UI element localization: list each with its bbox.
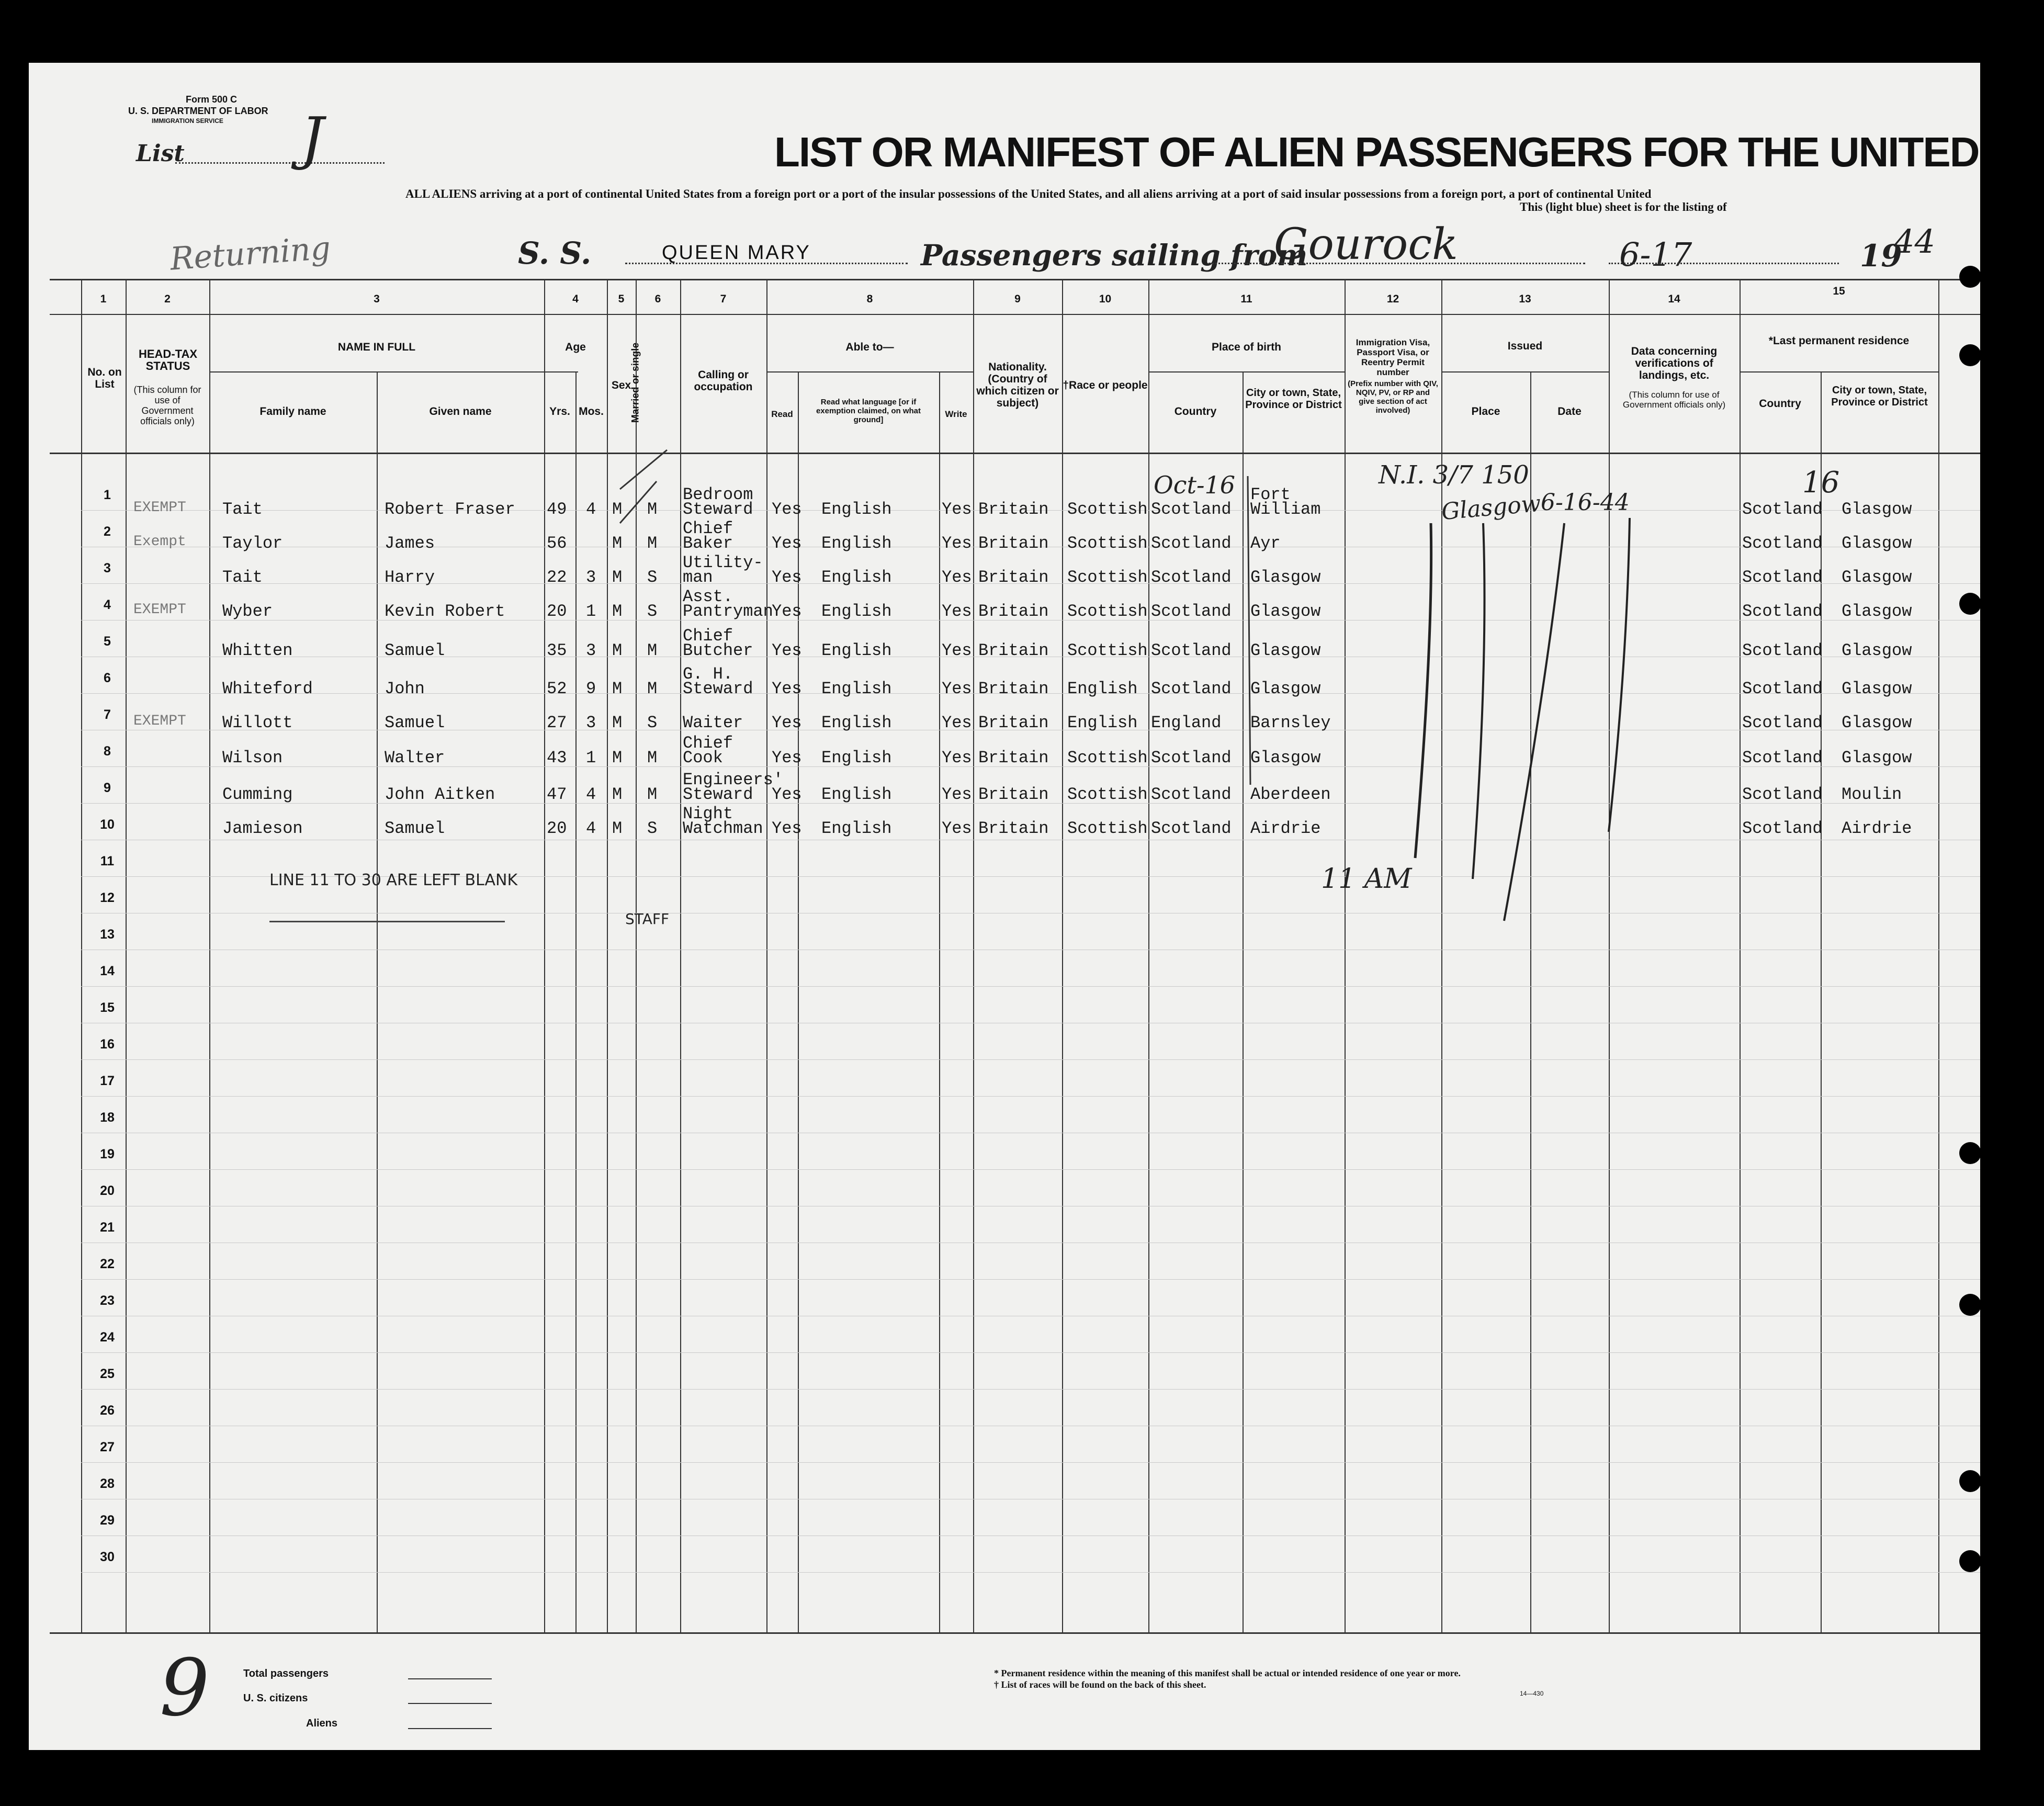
family-name: Wilson (222, 748, 283, 767)
header-able-to: Able to— (845, 341, 894, 353)
header-last-residence: *Last permanent residence (1768, 335, 1910, 347)
residence-handwritten: 16 (1802, 466, 1840, 500)
line-number: 9 (104, 781, 111, 795)
line-number: 11 (100, 854, 115, 868)
can-write: Yes (942, 819, 972, 838)
binder-hole (1959, 1142, 1981, 1164)
age-months: 1 (586, 602, 596, 621)
birth-city: Glasgow (1250, 641, 1321, 660)
col-num-4: 4 (572, 293, 579, 305)
race: Scottish (1067, 785, 1148, 804)
header-mos: Mos. (579, 405, 604, 417)
line-number: 27 (100, 1440, 115, 1454)
residence-country: Scotland (1742, 500, 1823, 519)
birth-city-line-1: Fort (1250, 485, 1291, 504)
can-write: Yes (942, 534, 972, 553)
handwriting-strokes (29, 63, 1980, 1750)
occupation-line-2: Baker (683, 534, 733, 553)
line-number: 1 (104, 488, 111, 502)
occupation-line-1: Night (683, 804, 733, 823)
col-num-13: 13 (1519, 293, 1531, 305)
line-number: 23 (100, 1293, 115, 1308)
given-name: Samuel (385, 819, 445, 838)
age-years: 52 (547, 679, 567, 698)
header-family-name: Family name (259, 405, 326, 417)
residence-city: Airdrie (1842, 819, 1912, 838)
occupation-line-2: Butcher (683, 641, 753, 660)
header-issued-date: Date (1557, 405, 1582, 417)
header-head-tax-note: (This column for use of Government officials only) (133, 385, 201, 426)
read-language: English (821, 500, 892, 519)
port-handwritten: Gourock (1274, 220, 1458, 269)
page-title: LIST OR MANIFEST OF ALIEN PASSENGERS FOR THE UNITED (774, 129, 1979, 175)
header-age: Age (565, 341, 586, 353)
line-number: 12 (100, 890, 115, 905)
age-months: 4 (586, 785, 596, 804)
age-years: 47 (547, 785, 567, 804)
line-number: 20 (100, 1183, 115, 1198)
col-num-9: 9 (1014, 293, 1021, 305)
binder-hole (1959, 344, 1981, 366)
family-name: Jamieson (222, 819, 303, 838)
total-passengers-label: Total passengers (243, 1668, 329, 1679)
header-race: †Race or people (1063, 379, 1148, 391)
header-visa: Immigration Visa, Passport Visa, or Reentry Permit number (1356, 337, 1430, 377)
given-name: John Aitken (385, 785, 495, 804)
nationality: Britain (978, 568, 1049, 587)
age-years: 49 (547, 500, 567, 519)
sex: M (612, 534, 623, 553)
pob-handwritten: Oct-16 (1154, 471, 1236, 499)
birth-city: Glasgow (1250, 679, 1321, 698)
marital-status: S (647, 602, 658, 621)
instructions-line-1: ALL ALIENS arriving at a port of continental United States from a foreign port or a port of the insular possessions of the United States, and all aliens arriving at a port of said insular possessions from a foreign port, a port of continental United (405, 187, 1652, 200)
manifest-sheet (29, 63, 1980, 1750)
can-read: Yes (772, 679, 802, 698)
binder-hole (1959, 266, 1981, 288)
marital-status: M (647, 534, 658, 553)
line-number: 13 (100, 927, 115, 942)
header-res-city: City or town, State, Province or District (1831, 385, 1928, 408)
line-number: 25 (100, 1367, 115, 1381)
age-years: 22 (547, 568, 567, 587)
family-name: Whiteford (222, 679, 313, 698)
nationality: Britain (978, 819, 1049, 838)
race: Scottish (1067, 534, 1148, 553)
nationality: Britain (978, 500, 1049, 519)
residence-country: Scotland (1742, 602, 1823, 621)
can-write: Yes (942, 602, 972, 621)
residence-country: Scotland (1742, 748, 1823, 767)
total-line (408, 1678, 492, 1679)
birth-country: Scotland (1151, 819, 1232, 838)
marital-status: M (647, 748, 658, 767)
sex: M (612, 602, 623, 621)
occupation-line-1: Bedroom (683, 485, 753, 504)
nationality: Britain (978, 641, 1049, 660)
birth-country: Scotland (1151, 534, 1232, 553)
residence-city: Glasgow (1842, 679, 1912, 698)
residence-city: Glasgow (1842, 500, 1912, 519)
occupation-line-2: Steward (683, 500, 753, 519)
family-name: Taylor (222, 534, 283, 553)
line-number: 28 (100, 1476, 115, 1491)
head-tax-status: EXEMPT (133, 500, 186, 516)
occupation-line-1: Chief (683, 626, 733, 646)
binder-hole (1959, 593, 1981, 615)
marital-status: M (647, 641, 658, 660)
footnote-2: † List of races will be found on the back of this sheet. (994, 1679, 1206, 1690)
occupation-line-2: man (683, 568, 713, 587)
nationality: Britain (978, 785, 1049, 804)
read-language: English (821, 819, 892, 838)
occupation-line-2: Cook (683, 748, 723, 767)
can-read: Yes (772, 785, 802, 804)
age-years: 43 (547, 748, 567, 767)
given-name: Walter (385, 748, 445, 767)
header-name-in-full: NAME IN FULL (337, 341, 416, 353)
handwritten-total: 9 (160, 1643, 210, 1734)
residence-country: Scotland (1742, 819, 1823, 838)
nationality: Britain (978, 602, 1049, 621)
header-visa-note: (Prefix number with QIV, NQIV, PV, or RP and give section of act involved) (1348, 379, 1438, 415)
read-language: English (821, 679, 892, 698)
occupation-line-1: Asst. (683, 587, 733, 606)
header-read: Read (771, 409, 793, 419)
age-months: 3 (586, 641, 596, 660)
age-months: 4 (586, 500, 596, 519)
family-name: Cumming (222, 785, 293, 804)
family-name: Tait (222, 500, 263, 519)
occupation-line-1: Chief (683, 733, 733, 753)
birth-city: William (1250, 500, 1321, 519)
race: Scottish (1067, 748, 1148, 767)
occupation-line-1: Chief (683, 519, 733, 538)
header-read-language: Read what language [or if exemption claimed, on what ground] (816, 398, 921, 424)
can-write: Yes (942, 679, 972, 698)
residence-country: Scotland (1742, 679, 1823, 698)
can-write: Yes (942, 785, 972, 804)
family-name: Wyber (222, 602, 273, 621)
family-name: Tait (222, 568, 263, 587)
header-place-of-birth: Place of birth (1211, 341, 1282, 353)
residence-country: Scotland (1742, 568, 1823, 587)
read-language: English (821, 748, 892, 767)
aliens-line (408, 1728, 492, 1729)
can-write: Yes (942, 500, 972, 519)
issued-date-handwritten: 6-16-44 (1541, 489, 1630, 516)
sex: M (612, 641, 623, 660)
can-read: Yes (772, 500, 802, 519)
birth-city: Glasgow (1250, 568, 1321, 587)
marital-status: M (647, 500, 658, 519)
line-number: 5 (104, 634, 111, 649)
form-number: Form 500 C (186, 94, 238, 105)
header-res-country: Country (1759, 398, 1801, 410)
marital-status: S (647, 713, 658, 732)
line-number: 26 (100, 1403, 115, 1418)
nationality: Britain (978, 713, 1049, 732)
header-no-on-list: No. on List (87, 366, 122, 390)
read-language: English (821, 713, 892, 732)
race: Scottish (1067, 641, 1148, 660)
residence-city: Moulin (1842, 785, 1902, 804)
line-number: 19 (100, 1147, 115, 1161)
age-months: 9 (586, 679, 596, 698)
instructions-line-2: This (light blue) sheet is for the listing of (1520, 200, 1727, 213)
col-num-12: 12 (1386, 293, 1399, 305)
issued-place-handwritten: Glasgow (1440, 490, 1542, 526)
age-years: 20 (547, 819, 567, 838)
header-given-name: Given name (429, 405, 492, 417)
can-read: Yes (772, 819, 802, 838)
line-number: 29 (100, 1513, 115, 1528)
col-num-6: 6 (654, 293, 661, 305)
nationality: Britain (978, 748, 1049, 767)
occupation-line-2: Watchman (683, 819, 763, 838)
sailing-label: Passengers sailing from (921, 238, 1308, 272)
line-number: 17 (100, 1074, 115, 1088)
can-read: Yes (772, 534, 802, 553)
year-printed: 19 (1860, 238, 1902, 274)
read-language: English (821, 641, 892, 660)
form-code: 14—430 (1520, 1690, 1544, 1697)
given-name: John (385, 679, 425, 698)
age-years: 35 (547, 641, 567, 660)
header-pob-country: Country (1174, 405, 1217, 417)
age-years: 27 (547, 713, 567, 732)
col-num-10: 10 (1099, 293, 1112, 305)
handwritten-returning: Returning (168, 230, 332, 278)
birth-city: Aberdeen (1250, 785, 1331, 804)
header-yrs: Yrs. (549, 405, 570, 417)
line-number: 21 (100, 1220, 115, 1235)
line-number: 22 (100, 1257, 115, 1271)
year-handwritten: 44 (1894, 222, 1935, 261)
residence-city: Glasgow (1842, 568, 1912, 587)
age-months: 3 (586, 713, 596, 732)
race: English (1067, 679, 1138, 698)
sex: M (612, 819, 623, 838)
can-read: Yes (772, 641, 802, 660)
residence-country: Scotland (1742, 713, 1823, 732)
read-language: English (821, 785, 892, 804)
can-read: Yes (772, 713, 802, 732)
col-num-3: 3 (374, 293, 380, 305)
line-number: 7 (104, 707, 111, 722)
line-number: 16 (100, 1037, 115, 1052)
sex: M (612, 713, 623, 732)
header-data-note: (This column for use of Government officials only) (1622, 390, 1726, 410)
given-name: Samuel (385, 713, 445, 732)
race: Scottish (1067, 500, 1148, 519)
sex: M (612, 568, 623, 587)
residence-city: Glasgow (1842, 641, 1912, 660)
family-name: Whitten (222, 641, 293, 660)
staff-note: STAFF (625, 910, 670, 928)
occupation-line-2: Waiter (683, 713, 743, 732)
service: IMMIGRATION SERVICE (152, 117, 223, 125)
can-write: Yes (942, 713, 972, 732)
age-years: 20 (547, 602, 567, 621)
header-write: Write (945, 409, 967, 419)
residence-country: Scotland (1742, 534, 1823, 553)
can-read: Yes (772, 748, 802, 767)
department: U. S. DEPARTMENT OF LABOR (128, 106, 268, 116)
age-years: 56 (547, 534, 567, 553)
age-months: 4 (586, 819, 596, 838)
given-name: Harry (385, 568, 435, 587)
binder-hole (1959, 1294, 1981, 1316)
can-write: Yes (942, 641, 972, 660)
race: Scottish (1067, 602, 1148, 621)
residence-city: Glasgow (1842, 534, 1912, 553)
birth-country: Scotland (1151, 679, 1232, 698)
line-number: 30 (100, 1550, 115, 1564)
residence-city: Glasgow (1842, 713, 1912, 732)
line-number: 2 (104, 524, 111, 539)
can-write: Yes (942, 568, 972, 587)
citizens-line (408, 1703, 492, 1704)
race: English (1067, 713, 1138, 732)
visa-handwritten: N.I. 3/7 150 (1379, 460, 1529, 490)
col-num-1: 1 (100, 293, 107, 305)
ship-name: QUEEN MARY (662, 242, 811, 264)
header-married: Married or single (630, 342, 641, 423)
sex: M (612, 785, 623, 804)
occupation-line-2: Steward (683, 679, 753, 698)
birth-city: Barnsley (1250, 713, 1331, 732)
occupation-line-2: Pantryman (683, 602, 773, 621)
header-issued: Issued (1507, 340, 1543, 352)
sex: M (612, 679, 623, 698)
age-months: 3 (586, 568, 596, 587)
col-num-7: 7 (720, 293, 727, 305)
birth-country: Scotland (1151, 785, 1232, 804)
marital-status: S (647, 819, 658, 838)
occupation-line-1: Engineers' (683, 770, 784, 789)
nationality: Britain (978, 679, 1049, 698)
list-label: List (136, 140, 185, 167)
line-number: 10 (100, 817, 115, 832)
line-number: 6 (104, 671, 111, 685)
birth-city: Ayr (1250, 534, 1281, 553)
line-number: 18 (100, 1110, 115, 1125)
race: Scottish (1067, 819, 1148, 838)
age-months: 1 (586, 748, 596, 767)
residence-country: Scotland (1742, 785, 1823, 804)
line-number: 3 (104, 561, 111, 575)
footnote-1: * Permanent residence within the meaning of this manifest shall be actual or intended residence of one year or more. (994, 1668, 1461, 1678)
line-number: 4 (104, 597, 111, 612)
col-num-8: 8 (866, 293, 873, 305)
list-value: J (301, 105, 324, 172)
line-number: 24 (100, 1330, 115, 1345)
read-language: English (821, 602, 892, 621)
birth-country: Scotland (1151, 602, 1232, 621)
header-head-tax: HEAD-TAX STATUS (138, 347, 198, 373)
residence-country: Scotland (1742, 641, 1823, 660)
marital-status: M (647, 785, 658, 804)
race: Scottish (1067, 568, 1148, 587)
birth-country: Scotland (1151, 500, 1232, 519)
family-name: Willott (222, 713, 293, 732)
birth-country: Scotland (1151, 641, 1232, 660)
ss-label: S. S. (518, 235, 592, 271)
us-citizens-label: U. S. citizens (243, 1692, 308, 1704)
sex: M (612, 500, 623, 519)
birth-city: Airdrie (1250, 819, 1321, 838)
header-nationality: Nationality. (Country of which citizen or subject) (976, 361, 1059, 409)
given-name: Samuel (385, 641, 445, 660)
header-issued-place: Place (1471, 405, 1500, 417)
head-tax-status: EXEMPT (133, 602, 186, 618)
col-num-11: 11 (1240, 293, 1252, 305)
can-read: Yes (772, 568, 802, 587)
binder-hole (1959, 1550, 1981, 1572)
head-tax-status: Exempt (133, 534, 186, 550)
birth-city: Glasgow (1250, 748, 1321, 767)
marital-status: S (647, 568, 658, 587)
col-num-5: 5 (618, 293, 625, 305)
aliens-label: Aliens (306, 1718, 338, 1729)
marital-status: M (647, 679, 658, 698)
line-number: 15 (100, 1000, 115, 1015)
residence-city: Glasgow (1842, 748, 1912, 767)
residence-city: Glasgow (1842, 602, 1912, 621)
time-note: 11 AM (1321, 863, 1412, 895)
birth-city: Glasgow (1250, 602, 1321, 621)
birth-country: Scotland (1151, 568, 1232, 587)
header-calling: Calling or occupation (694, 369, 753, 393)
header-pob-city: City or town, State, Province or District (1245, 387, 1342, 411)
header-sex: Sex (611, 379, 631, 391)
line-number: 8 (104, 744, 111, 759)
sex: M (612, 748, 623, 767)
birth-country: Scotland (1151, 748, 1232, 767)
given-name: Robert Fraser (385, 500, 515, 519)
read-language: English (821, 534, 892, 553)
lines-blank-note: LINE 11 TO 30 ARE LEFT BLANK (269, 871, 518, 889)
can-write: Yes (942, 748, 972, 767)
col-num-2: 2 (164, 293, 171, 305)
read-language: English (821, 568, 892, 587)
binder-hole (1959, 1470, 1981, 1492)
occupation-line-1: G. H. (683, 664, 733, 684)
can-read: Yes (772, 602, 802, 621)
occupation-line-1: Utility- (683, 553, 763, 572)
head-tax-status: EXEMPT (133, 713, 186, 729)
nationality: Britain (978, 534, 1049, 553)
col-num-15: 15 (1833, 285, 1845, 297)
birth-country: England (1151, 713, 1222, 732)
given-name: Kevin Robert (385, 602, 505, 621)
col-num-14: 14 (1668, 293, 1680, 305)
header-data-concerning: Data concerning verifications of landings, etc. (1631, 345, 1718, 381)
given-name: James (385, 534, 435, 553)
occupation-line-2: Steward (683, 785, 753, 804)
line-number: 14 (100, 964, 115, 978)
sailing-date: 6-17 (1619, 235, 1692, 274)
